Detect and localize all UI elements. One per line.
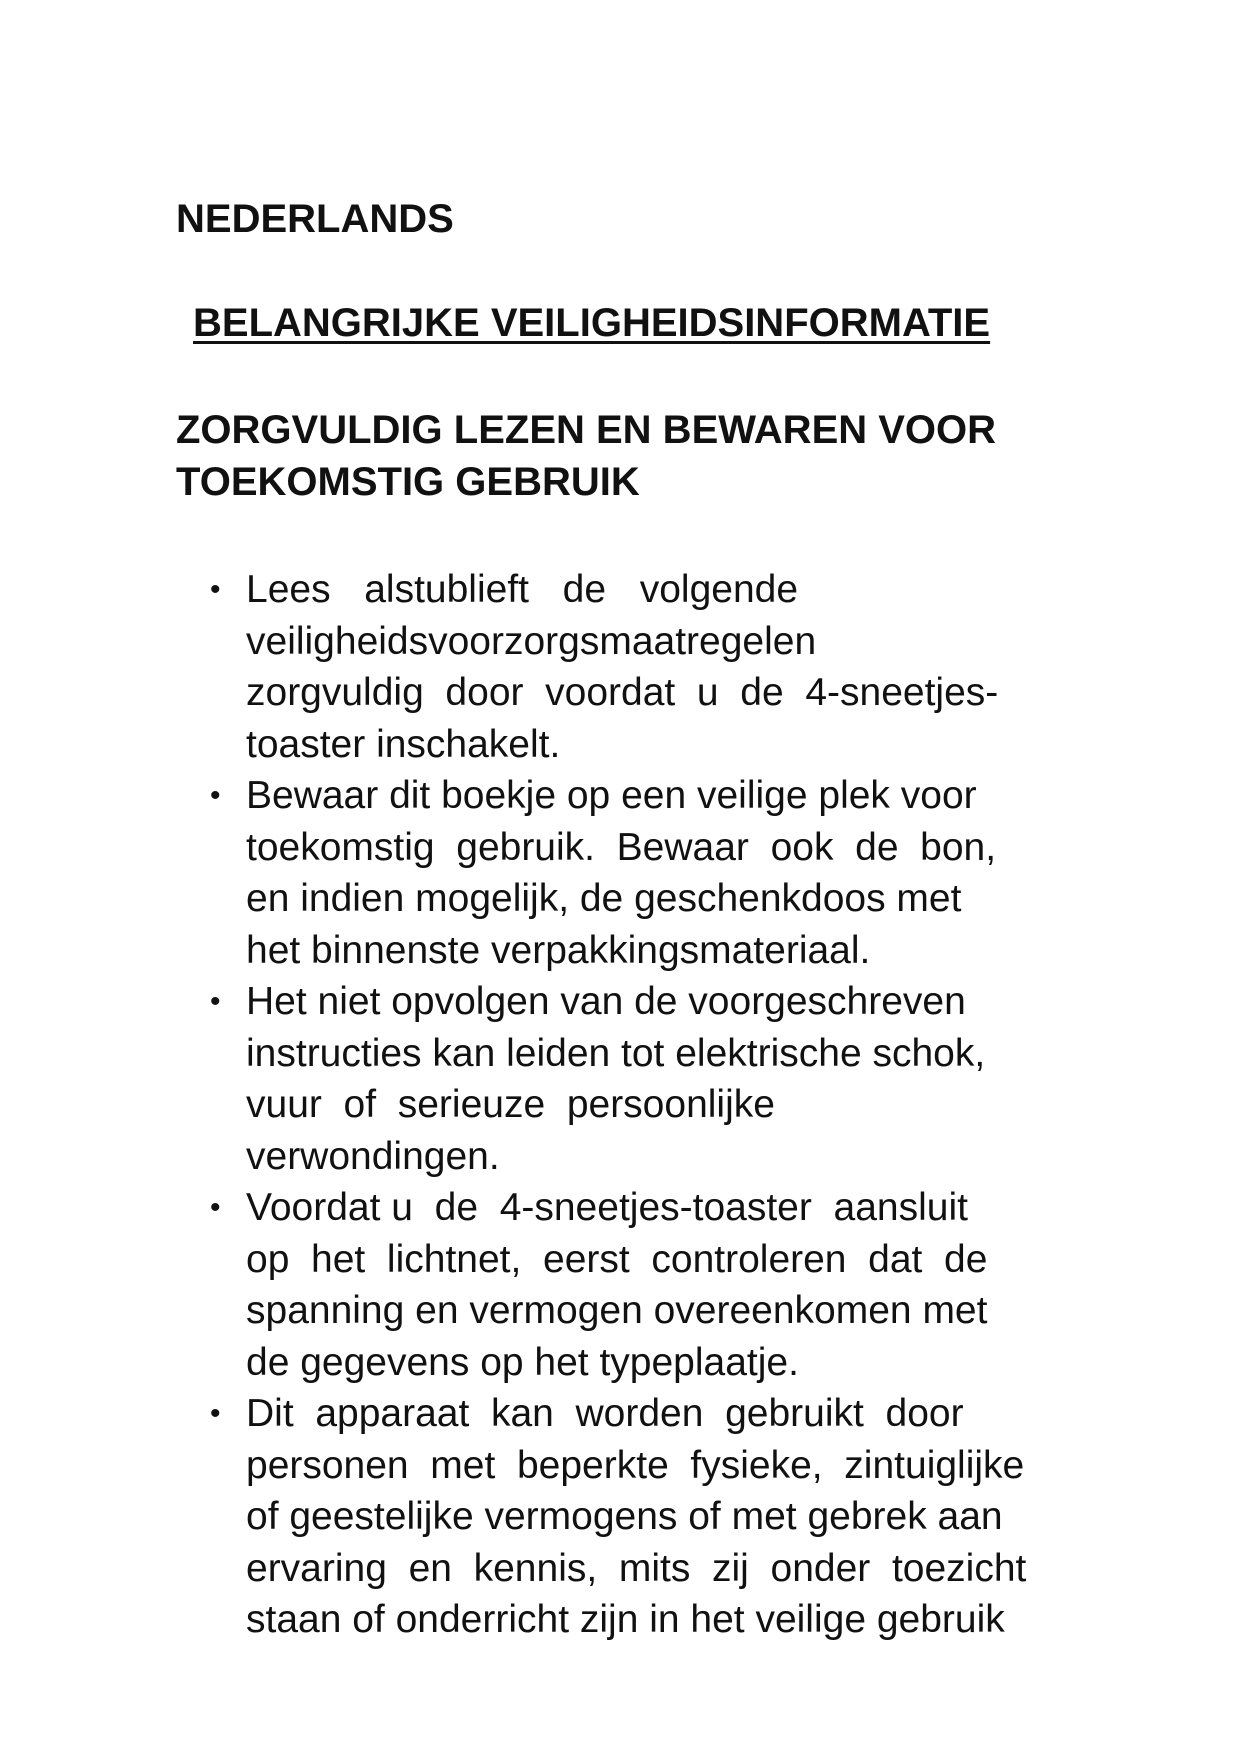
list-item-line: de gegevens op het typeplaatje. [246, 1340, 799, 1384]
bullet-icon: • [210, 1191, 221, 1224]
list-item-line: verwondingen. [246, 1134, 500, 1178]
list-item [210, 1182, 1110, 1388]
bullet-icon: • [210, 1397, 221, 1430]
subtitle-line: TOEKOMSTIG GEBRUIK [176, 460, 640, 504]
list-item-line: of geestelijke vermogens of met gebrek aan [246, 1495, 1003, 1538]
list-item-line: vuur of serieuze persoonlijke [246, 1083, 775, 1126]
list-item-line: instructies kan leiden tot elektrische schok, [246, 1031, 986, 1075]
list-item-line: op het lichtnet, eerst controleren dat de [246, 1237, 988, 1281]
list-item-line: Lees alstublieft de volgende [246, 568, 799, 611]
list-item-line: Het niet opvolgen van de voorgeschreven [246, 980, 966, 1023]
subtitle [176, 404, 1096, 508]
list-item [210, 770, 1110, 976]
safety-instructions-list [210, 564, 1110, 1646]
subtitle-line: ZORGVULDIG LEZEN EN BEWAREN VOOR [176, 408, 997, 452]
list-item [210, 976, 1110, 1182]
list-item-line: het binnenste verpakkingsmateriaal. [246, 928, 871, 972]
list-item-line: Voordat u de 4-sneetjes-toaster aansluit [246, 1186, 968, 1229]
list-item-line: Dit apparaat kan worden gebruikt door [246, 1392, 964, 1435]
list-item-line: personen met beperkte fysieke, zintuiglijke [246, 1443, 1025, 1487]
list-item-line: toaster inschakelt. [246, 722, 561, 766]
section-title: BELANGRIJKE VEILIGHEIDSINFORMATIE [193, 301, 991, 345]
list-item-line: Bewaar dit boekje op een veilige plek voor [246, 774, 977, 817]
list-item-line: spanning en vermogen overeenkomen met [246, 1289, 988, 1332]
bullet-icon: • [210, 779, 221, 812]
language-heading: NEDERLANDS [176, 197, 454, 241]
bullet-icon: • [210, 985, 221, 1018]
list-item [210, 564, 1110, 770]
list-item-line: en indien mogelijk, de geschenkdoos met [246, 877, 962, 920]
list-item-line: zorgvuldig door voordat u de 4-sneetjes- [246, 671, 999, 714]
list-item-line: toekomstig gebruik. Bewaar ook de bon, [246, 825, 997, 869]
list-item-line: ervaring en kennis, mits zij onder toezicht [246, 1546, 1027, 1590]
list-item [210, 1388, 1110, 1646]
bullet-icon: • [210, 573, 221, 606]
list-item-line: staan of onderricht zijn in het veilige gebruik [246, 1598, 1005, 1641]
list-item-line: veiligheidsvoorzorgsmaatregelen [246, 619, 817, 663]
